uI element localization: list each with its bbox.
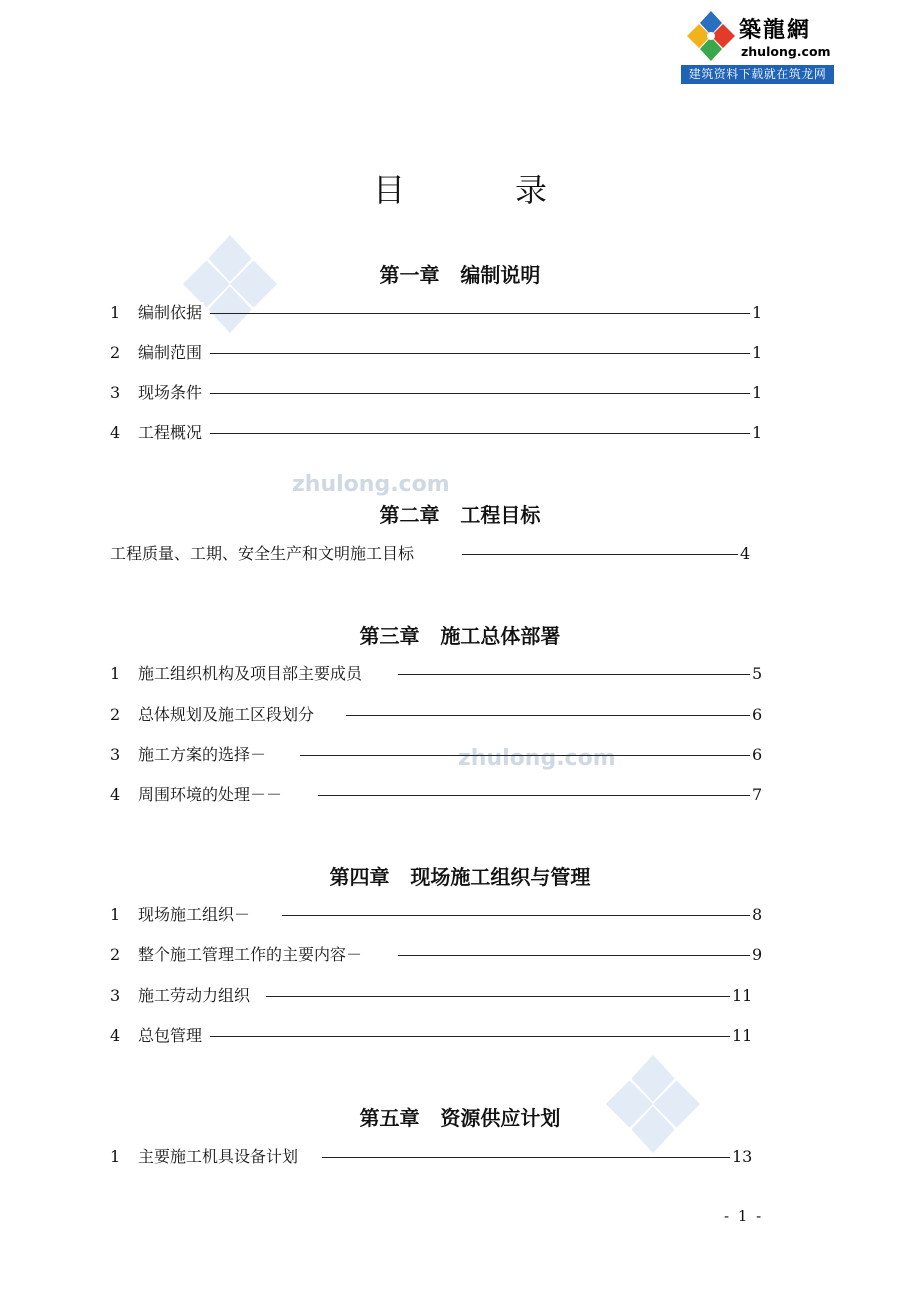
toc-entry[interactable] — [110, 382, 763, 404]
toc-entry[interactable] — [110, 342, 763, 364]
entry-page-number: 1 — [752, 383, 763, 402]
entry-number: 1 — [110, 905, 121, 924]
entry-page-number: 6 — [752, 745, 763, 764]
dot-leader — [398, 955, 750, 956]
toc-entry[interactable] — [110, 422, 763, 444]
dot-leader — [322, 1157, 730, 1158]
entry-label: 工程概况 — [138, 423, 203, 442]
entry-label: 施工组织机构及项目部主要成员 — [138, 664, 363, 683]
toc-entry[interactable] — [110, 944, 763, 966]
entry-page-number: 13 — [732, 1147, 753, 1166]
toc-entry[interactable] — [110, 543, 760, 565]
entry-number: 3 — [110, 986, 121, 1005]
entry-number: 4 — [110, 423, 121, 442]
toc-entry[interactable] — [110, 663, 763, 685]
entry-number: 4 — [110, 785, 121, 804]
dot-leader — [398, 674, 750, 675]
toc-entry[interactable] — [110, 1146, 760, 1168]
dot-leader — [462, 554, 738, 555]
toc-entry[interactable] — [110, 904, 763, 926]
entry-number: 2 — [110, 705, 121, 724]
entry-label: 现场施工组织－ — [138, 905, 251, 924]
entry-label: 编制范围 — [138, 343, 203, 362]
toc-entry[interactable] — [110, 784, 763, 806]
toc-entry[interactable] — [110, 744, 763, 766]
entry-label: 主要施工机具设备计划 — [138, 1147, 299, 1166]
dot-leader — [282, 915, 750, 916]
logo-domain-text: zhulong.com — [741, 44, 831, 59]
dot-leader — [210, 353, 750, 354]
entry-number: 1 — [110, 303, 121, 322]
entry-label: 工程质量、工期、安全生产和文明施工目标 — [110, 544, 415, 563]
dot-leader — [210, 313, 750, 314]
entry-number: 1 — [110, 664, 121, 683]
toc-entry[interactable] — [110, 985, 760, 1007]
entry-label: 现场条件 — [138, 383, 203, 402]
entry-number: 2 — [110, 343, 121, 362]
logo-slogan: 建筑资料下载就在筑龙网 — [681, 65, 834, 84]
site-logo — [681, 9, 834, 84]
chapter-heading: 第四章 现场施工组织与管理 — [329, 865, 591, 889]
entry-page-number: 11 — [732, 986, 753, 1005]
entry-label: 周围环境的处理－－ — [138, 785, 283, 804]
entry-number: 3 — [110, 745, 121, 764]
entry-label: 总体规划及施工区段划分 — [138, 705, 315, 724]
entry-page-number: 5 — [752, 664, 763, 683]
watermark-text: zhulong.com — [292, 472, 450, 497]
entry-page-number: 11 — [732, 1026, 753, 1045]
logo-brand-text: 築龍網 — [739, 17, 812, 43]
dot-leader — [210, 433, 750, 434]
logo-top — [681, 9, 834, 64]
toc-title: 目录 — [372, 171, 657, 209]
entry-label: 总包管理 — [138, 1026, 203, 1045]
toc-entry[interactable] — [110, 704, 763, 726]
entry-number: 1 — [110, 1147, 121, 1166]
entry-page-number: 1 — [752, 423, 763, 442]
entry-label: 编制依据 — [138, 303, 203, 322]
entry-page-number: 1 — [752, 303, 763, 322]
entry-number: 3 — [110, 383, 121, 402]
chapter-heading: 第三章 施工总体部署 — [359, 624, 561, 648]
dot-leader — [210, 393, 750, 394]
entry-page-number: 9 — [752, 945, 763, 964]
entry-page-number: 4 — [740, 544, 751, 563]
chapter-heading: 第二章 工程目标 — [379, 503, 541, 527]
page-footer-number: - 1 - — [724, 1207, 764, 1225]
chapter-heading: 第一章 编制说明 — [379, 263, 541, 287]
entry-page-number: 1 — [752, 343, 763, 362]
entry-number: 4 — [110, 1026, 121, 1045]
entry-label: 施工方案的选择－ — [138, 745, 267, 764]
dot-leader — [300, 755, 750, 756]
dot-leader — [346, 715, 750, 716]
entry-page-number: 7 — [752, 785, 763, 804]
entry-label: 整个施工管理工作的主要内容－ — [138, 945, 363, 964]
chapter-heading: 第五章 资源供应计划 — [359, 1106, 561, 1130]
toc-entry[interactable] — [110, 1025, 760, 1047]
entry-label: 施工劳动力组织 — [138, 986, 251, 1005]
toc-entry[interactable] — [110, 302, 763, 324]
entry-page-number: 8 — [752, 905, 763, 924]
logo-emblem-icon — [683, 9, 739, 64]
dot-leader — [210, 1036, 730, 1037]
entry-page-number: 6 — [752, 705, 763, 724]
dot-leader — [266, 996, 730, 997]
watermark-text: zhulong.com — [458, 746, 616, 771]
dot-leader — [318, 795, 750, 796]
entry-number: 2 — [110, 945, 121, 964]
